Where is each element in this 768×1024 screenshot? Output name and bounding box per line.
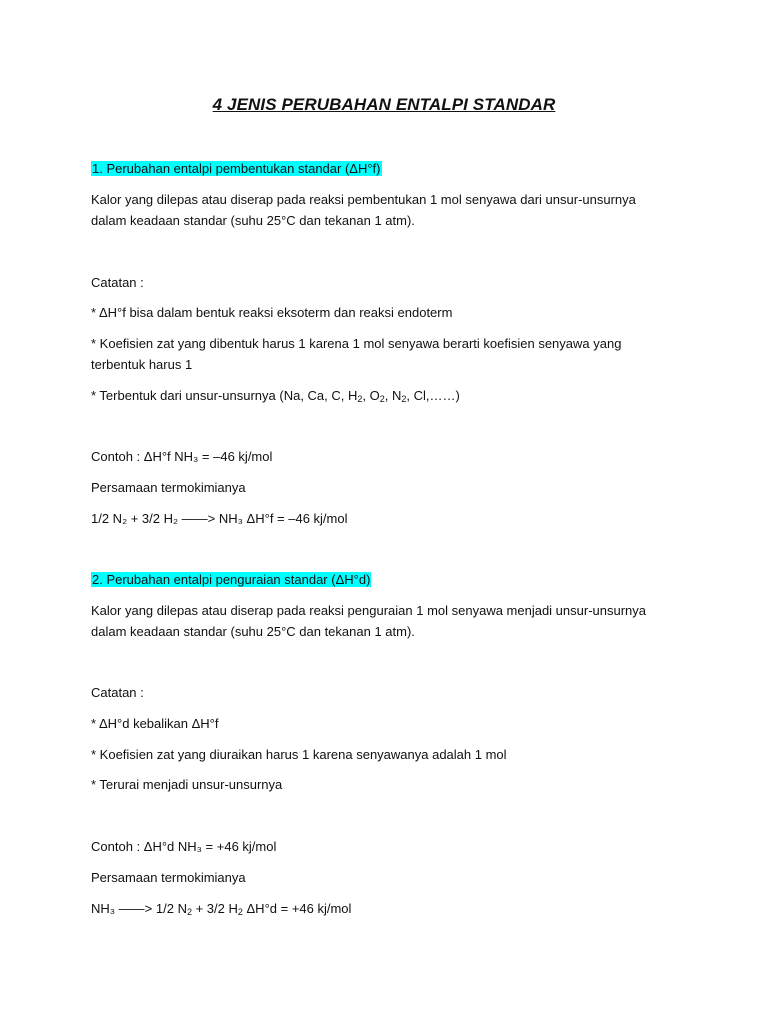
section-1-definition-line-1: Kalor yang dilepas atau diserap pada reaksi pembentukan 1 mol senyawa dari unsur-unsurnya — [91, 192, 636, 207]
section-1-heading — [91, 160, 382, 178]
section-2-equation — [91, 900, 351, 918]
section-1-note-3 — [91, 387, 460, 405]
page-title: 4 JENIS PERUBAHAN ENTALPI STANDAR — [212, 95, 556, 114]
section-1-note-1: * ΔH°f bisa dalam bentuk reaksi eksoterm dan reaksi endoterm — [91, 305, 453, 320]
section-2-equation-label: Persamaan termokimianya — [91, 870, 246, 885]
section-1-note-2-line-1: * Koefisien zat yang dibentuk harus 1 karena 1 mol senyawa berarti koefisien senyawa yang — [91, 336, 622, 351]
equation-subscript-1: 2 — [186, 907, 192, 917]
equation-suffix: ΔH°d = +46 kj/mol — [242, 901, 352, 916]
section-1-equation-label: Persamaan termokimianya — [91, 480, 246, 495]
note-3-suffix: , Cl,……) — [406, 388, 460, 403]
note-3-mid-2: , N — [384, 388, 402, 403]
note-3-subscript-1: 2 — [357, 394, 363, 404]
section-1-equation: 1/2 N₂ + 3/2 H₂ ——> NH₃ ΔH°f = –46 kj/mol — [91, 511, 348, 526]
section-2-note-3: * Terurai menjadi unsur-unsurnya — [91, 777, 283, 792]
note-3-subscript-3: 2 — [401, 394, 407, 404]
section-2-note-1: * ΔH°d kebalikan ΔH°f — [91, 716, 219, 731]
equation-subscript-2: 2 — [237, 907, 243, 917]
section-1-example: Contoh : ΔH°f NH₃ = –46 kj/mol — [91, 449, 273, 464]
section-1-notes-label: Catatan : — [91, 275, 144, 290]
note-3-mid-1: , O — [362, 388, 380, 403]
equation-prefix: NH₃ ——> 1/2 N — [91, 901, 187, 916]
section-2-definition-line-1: Kalor yang dilepas atau diserap pada reaksi penguraian 1 mol senyawa menjadi unsur-unsurnya — [91, 603, 647, 618]
section-2-notes-label: Catatan : — [91, 685, 144, 700]
section-2-definition-line-2: dalam keadaan standar (suhu 25°C dan tekanan 1 atm). — [91, 624, 415, 639]
section-1-heading-text: 1. Perubahan entalpi pembentukan standar (ΔH°f) — [92, 161, 381, 176]
section-2-example: Contoh : ΔH°d NH₃ = +46 kj/mol — [91, 839, 277, 854]
section-2-heading — [91, 571, 371, 589]
equation-mid: + 3/2 H — [191, 901, 238, 916]
section-1-note-2-line-2: terbentuk harus 1 — [91, 357, 193, 372]
note-3-prefix: * Terbentuk dari unsur-unsurnya (Na, Ca, C, H — [91, 388, 358, 403]
section-2-heading-text: 2. Perubahan entalpi penguraian standar (ΔH°d) — [92, 572, 371, 587]
section-2-note-2: * Koefisien zat yang diuraikan harus 1 karena senyawanya adalah 1 mol — [91, 747, 507, 762]
section-1-definition-line-2: dalam keadaan standar (suhu 25°C dan tekanan 1 atm). — [91, 213, 415, 228]
note-3-subscript-2: 2 — [379, 394, 385, 404]
